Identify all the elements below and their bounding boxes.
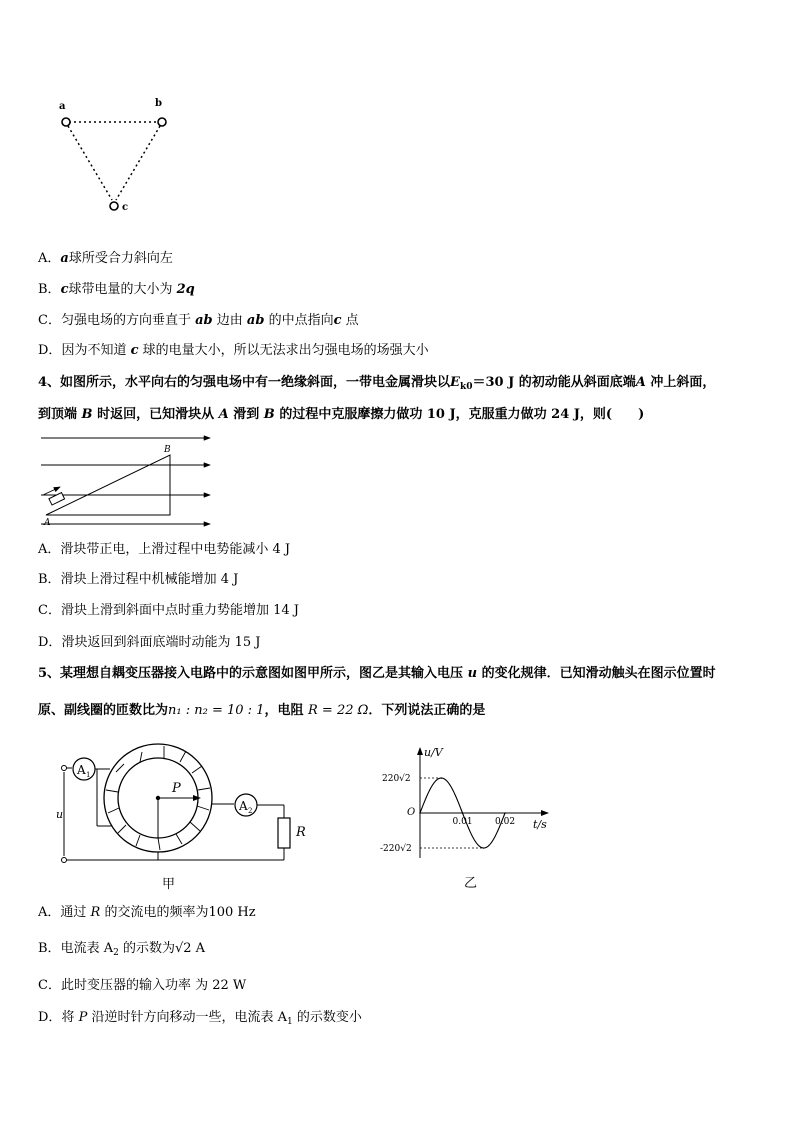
- terminal-bottom: [62, 858, 67, 863]
- slider-label-P: P: [172, 781, 181, 796]
- x-axis-label: t/s: [533, 818, 547, 831]
- q5-stem-line2: 原、副线圈的匝数比为n₁ : n₂ = 10 : 1，电阻 R = 22 Ω．下列说法正确的是: [38, 703, 486, 718]
- label-b: b: [155, 98, 162, 109]
- q4-option-d: D．滑块返回到斜面底端时动能为 15 J: [38, 635, 261, 650]
- ammeter-a2-sub: 2: [248, 807, 253, 815]
- incline-triangle: [46, 455, 170, 515]
- sine-point: [419, 812, 421, 814]
- ball-a: [62, 118, 70, 126]
- q4-stem-line2: 到顶端 B 时返回，已知滑块从 A 滑到 B 的过程中克服摩擦力做功 10 J，克服重力做功 24 J，则( ): [38, 407, 645, 422]
- q5-option-c: C．此时变压器的输入功率 为 22 W: [38, 978, 247, 993]
- slider-block: [49, 493, 65, 505]
- resistor-label: R: [296, 825, 306, 840]
- ac-dotted-line: [68, 126, 112, 200]
- velocity-arrow: [43, 487, 60, 495]
- ball-c: [110, 202, 118, 210]
- label-c: c: [122, 202, 129, 213]
- sine-point: [504, 812, 506, 814]
- incline-figure: [38, 432, 218, 532]
- transformer-circuit-figure: [52, 738, 312, 898]
- q5-stem-line1: 5、某理想自耦变压器接入电路中的示意图如图甲所示，图乙是其输入电压 u 的变化规律．已知滑动触头在图示位置时: [38, 666, 716, 681]
- q4-option-b: B．滑块上滑过程中机械能增加 4 J: [38, 572, 239, 587]
- q3-option-c: C．匀强电场的方向垂直于 ab 边由 ab 的中点指向c 点: [38, 313, 359, 328]
- triangle-figure: [56, 94, 176, 219]
- terminal-top: [62, 766, 67, 771]
- voltage-sine-chart: [380, 740, 560, 890]
- q5-option-a: A．通过 R 的交流电的频率为100 Hz: [38, 905, 256, 920]
- q5-option-d: D．将 P 沿逆时针方向移动一些，电流表 $A_1$ 的示数变小: [38, 1010, 362, 1027]
- caption-yi: 乙: [464, 876, 478, 891]
- ball-b: [158, 118, 166, 126]
- x-tick-label: 0.01: [452, 817, 473, 827]
- q4-option-c: C．滑块上滑到斜面中点时重力势能增加 14 J: [38, 603, 299, 618]
- q3-option-a: A．a球所受合力斜向左: [38, 251, 173, 266]
- q3-option-b: B．c球带电量的大小为 2q: [38, 282, 195, 297]
- y-tick-label: 220√2: [382, 774, 411, 784]
- label-B: B: [164, 445, 171, 455]
- label-A: A: [44, 518, 51, 528]
- x-tick-label: 0.02: [495, 817, 516, 827]
- label-a: a: [59, 101, 66, 112]
- q4-stem-line1: 4、如图所示，水平向右的匀强电场中有一绝缘斜面，一带电金属滑块以$E_{k0}=30$ J 的初动能从斜面底端A 冲上斜面，: [38, 375, 716, 392]
- q3-option-d: D．因为不知道 c 球的电量大小，所以无法求出匀强电场的场强大小: [38, 343, 429, 358]
- ammeter-a2-label: A: [239, 799, 248, 813]
- sine-point: [462, 812, 464, 814]
- ammeter-a1-sub: 1: [86, 771, 91, 779]
- q5-option-b: B．电流表 $A_2$ 的示数为√2 A: [38, 941, 206, 958]
- bc-dotted-line: [116, 126, 160, 200]
- y-axis-label: u/V: [424, 746, 443, 759]
- q4-option-a: A．滑块带正电，上滑过程中电势能减小 4 J: [38, 542, 291, 557]
- input-label-u: u: [56, 808, 64, 821]
- resistor-R: [278, 818, 290, 848]
- caption-jia: 甲: [162, 877, 176, 892]
- y-tick-label: -220√2: [380, 844, 412, 854]
- ammeter-a1-label: A: [77, 763, 86, 777]
- origin-label: O: [407, 807, 416, 818]
